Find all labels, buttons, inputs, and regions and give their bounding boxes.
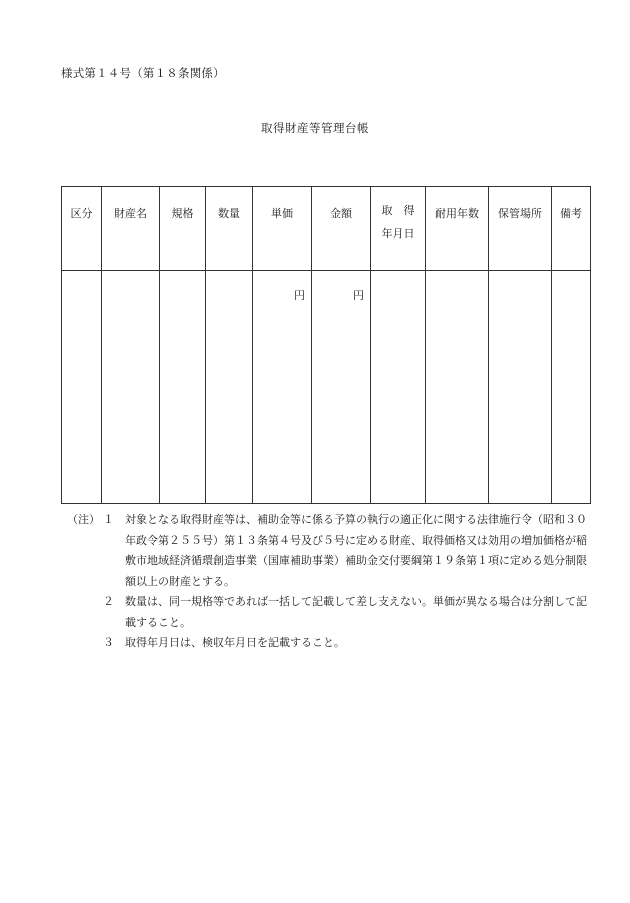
- header-specification: 規格: [160, 187, 206, 271]
- cell-unit-price[interactable]: [253, 271, 312, 504]
- header-amount: 金額: [312, 187, 371, 271]
- cell-amount[interactable]: [312, 271, 371, 504]
- cell-specification[interactable]: [160, 271, 206, 504]
- cell-category[interactable]: [62, 271, 102, 504]
- header-asset-name: 財産名: [102, 187, 160, 271]
- cell-acquisition-date[interactable]: [371, 271, 426, 504]
- amount-yen-label: 円: [353, 289, 364, 302]
- header-quantity: 数量: [206, 187, 253, 271]
- notes-section: [67, 510, 592, 654]
- header-remarks: 備考: [552, 187, 591, 271]
- header-useful-life: 耐用年数: [426, 187, 489, 271]
- header-storage-location: 保管場所: [489, 187, 552, 271]
- note-number: １: [103, 513, 114, 526]
- header-acquisition-date: [371, 187, 426, 271]
- table-entry-row: [62, 271, 591, 504]
- notes-label: （注）: [67, 513, 100, 526]
- note-item: [67, 510, 592, 592]
- note-text: 対象となる取得財産等は、補助金等に係る予算の執行の適正化に関する法律施行令（昭和３０年政令第２５５号）第１３条第４号及び５号に定める財産、取得価格又は効用の増加価格が稲敷市地域経済循環創造事業（国庫補助事業）補助金交付要綱第１９条第１項に定める処分制限額以上の財産とする。: [125, 513, 587, 588]
- cell-asset-name[interactable]: [102, 271, 160, 504]
- document-title: 取得財産等管理台帳: [261, 121, 369, 135]
- cell-quantity[interactable]: [206, 271, 253, 504]
- header-category: 区分: [62, 187, 102, 271]
- cell-storage-location[interactable]: [489, 271, 552, 504]
- asset-ledger-table: [61, 186, 591, 504]
- cell-remarks[interactable]: [552, 271, 591, 504]
- form-number: 様式第１４号（第１８条関係）: [61, 66, 225, 80]
- note-item: [67, 633, 592, 654]
- cell-useful-life[interactable]: [426, 271, 489, 504]
- table-header-row: [62, 187, 591, 271]
- note-number: ３: [103, 636, 114, 649]
- header-acquisition-date-line1: 取 得: [381, 204, 415, 217]
- note-item: [67, 592, 592, 633]
- note-text: 取得年月日は、検収年月日を記載すること。: [125, 636, 345, 649]
- note-number: ２: [103, 595, 114, 608]
- header-unit-price: 単価: [253, 187, 312, 271]
- header-acquisition-date-line2: 年月日: [381, 227, 415, 240]
- unit-price-yen-label: 円: [294, 289, 305, 302]
- note-text: 数量は、同一規格等であれば一括して記載して差し支えない。単価が異なる場合は分割して記載すること。: [125, 595, 587, 629]
